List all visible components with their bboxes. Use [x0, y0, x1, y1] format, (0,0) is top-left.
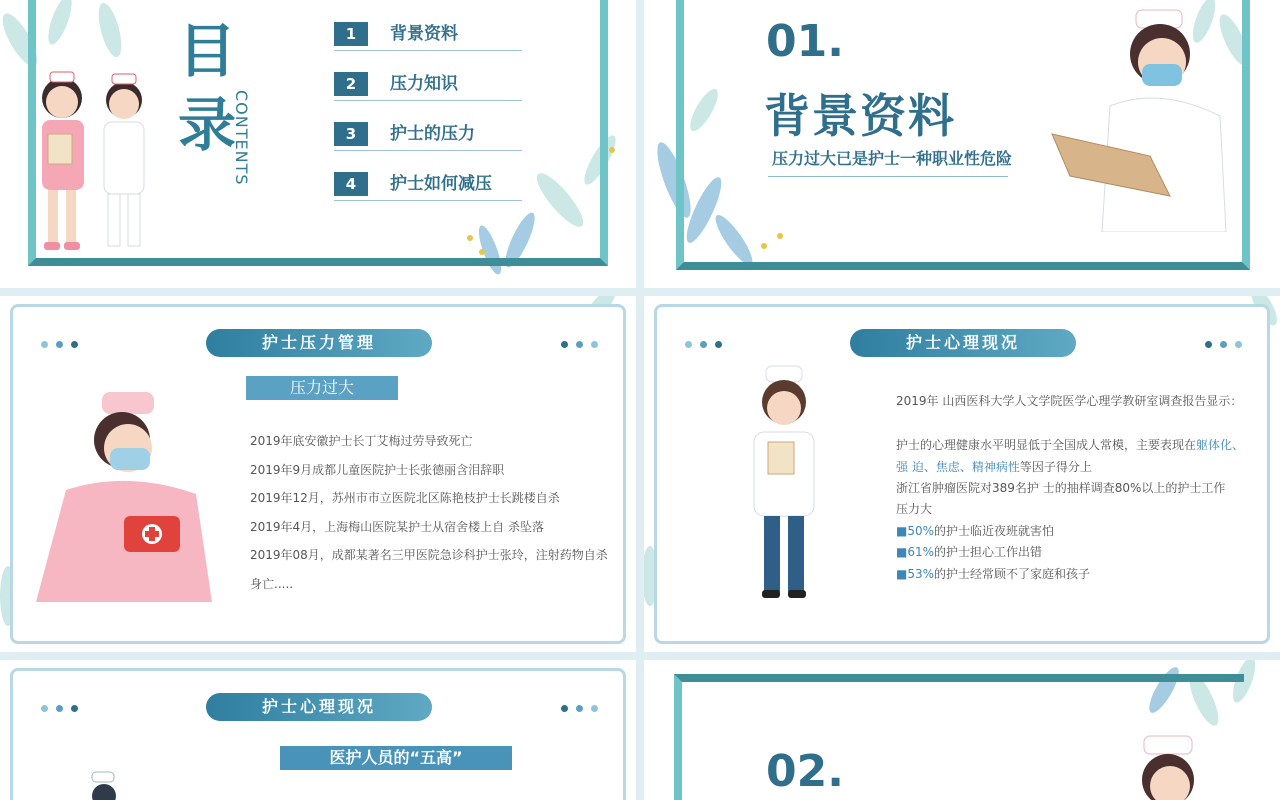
- toc-number: 4: [334, 172, 368, 196]
- contents-label: CONTENTS: [232, 90, 251, 186]
- nurses-illustration: [30, 64, 180, 260]
- nurse-illustration: [84, 770, 124, 800]
- list-item: 2019年底安徽护士长丁艾梅过劳导致死亡: [250, 434, 473, 448]
- nurse-with-clipboard-illustration: [744, 362, 824, 602]
- survey-intro: 2019年 山西医科大学人文学院医学心理学教研室调查报告显示：: [896, 394, 1243, 408]
- toc-item-4[interactable]: [334, 170, 522, 201]
- dots-left: [41, 341, 78, 348]
- slide-section-01[interactable]: [644, 0, 1280, 288]
- survey-line-3: 浙江省肿瘤医院对389名护 士的抽样调查80%以上的护士工作: [896, 481, 1226, 495]
- nurse-with-medkit-illustration: [36, 390, 216, 602]
- stat-row: ■50%的护士临近夜班就害怕: [896, 524, 1055, 538]
- dots-left: [685, 341, 722, 348]
- section-pill: 护士压力管理: [206, 329, 432, 357]
- dots-right: [1205, 341, 1242, 348]
- list-item: 2019年08月，成都某著名三甲医院急诊科护士张玲，注射药物自杀: [250, 548, 608, 562]
- toc-number: 2: [334, 72, 368, 96]
- toc-label: 背景资料: [390, 24, 458, 44]
- section-subtitle: 压力过大已是护士一种职业性危险: [772, 149, 1013, 168]
- dots-right: [561, 705, 598, 712]
- slide-stress-management[interactable]: [0, 296, 636, 652]
- five-highs-tag: 医护人员的“五高”: [280, 746, 512, 770]
- title-char-1: 目: [178, 17, 237, 85]
- dots-right: [561, 341, 598, 348]
- survey-line-1: 护士的心理健康水平明显低于全国成人常模，主要表现在躯体化、: [896, 438, 1245, 452]
- slide-section-02[interactable]: [644, 660, 1280, 800]
- slide-psych-status-2[interactable]: [0, 660, 636, 800]
- section-number: 01.: [766, 16, 844, 67]
- toc-label: 护士的压力: [390, 124, 475, 144]
- list-item: 2019年9月成都儿童医院护士长张德丽含泪辞职: [250, 463, 505, 477]
- divider: [768, 176, 1008, 177]
- nurse-illustration: [1134, 730, 1204, 800]
- survey-line-4: 压力大: [896, 502, 933, 516]
- toc-item-3[interactable]: [334, 120, 522, 151]
- dots-left: [41, 705, 78, 712]
- list-item: 身亡.....: [250, 577, 294, 591]
- section-pill: 护士心理现况: [850, 329, 1076, 357]
- toc-label: 压力知识: [390, 74, 458, 94]
- survey-line-2: 强 迫、焦虑、精神病性等因子得分上: [896, 460, 1092, 474]
- stress-tag: 压力过大: [246, 376, 398, 400]
- stat-row: ■53%的护士经常顾不了家庭和孩子: [896, 567, 1091, 581]
- toc-label: 护士如何减压: [390, 174, 492, 194]
- toc-number: 3: [334, 122, 368, 146]
- toc-number: 1: [334, 22, 368, 46]
- section-pill: 护士心理现况: [206, 693, 432, 721]
- slide-toc[interactable]: [0, 0, 636, 288]
- section-number: 02.: [766, 746, 844, 797]
- list-item: 2019年4月，上海梅山医院某护士从宿舍楼上自 杀坠落: [250, 520, 544, 534]
- list-item: 2019年12月，苏州市市立医院北区陈艳枝护士长跳楼自杀: [250, 491, 560, 505]
- stat-row: ■61%的护士担心工作出错: [896, 545, 1043, 559]
- toc-item-1[interactable]: [334, 20, 522, 51]
- toc-item-2[interactable]: [334, 70, 522, 101]
- nurse-illustration: [1050, 6, 1240, 232]
- title-char-2: 录: [178, 91, 237, 159]
- section-title: 背景资料: [764, 89, 956, 143]
